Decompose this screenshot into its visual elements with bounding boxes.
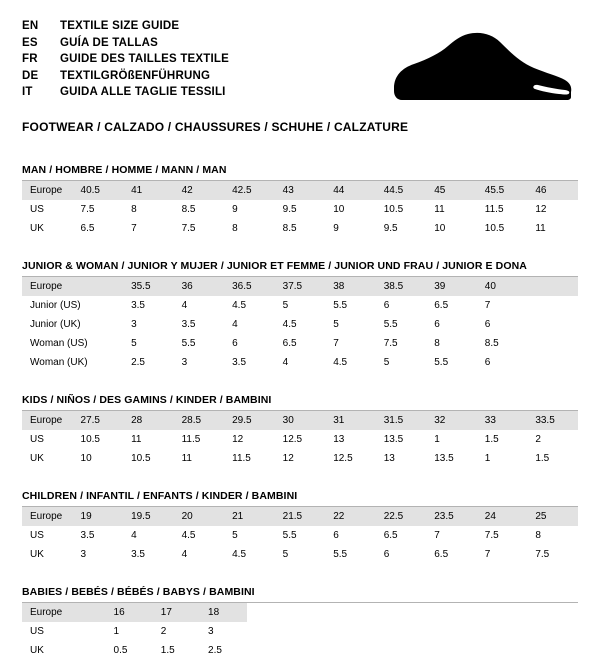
- group-title: JUNIOR & WOMAN / JUNIOR Y MUJER / JUNIOR ET FEMME / JUNIOR UND FRAU / JUNIOR E DONA: [22, 260, 578, 277]
- size-table-kids: [22, 411, 578, 468]
- cell: 44: [325, 181, 376, 200]
- cell: 5: [131, 338, 137, 349]
- cell: 9: [333, 223, 339, 234]
- cell: 4.5: [333, 357, 348, 368]
- language-title: TEXTILGRÖßENFÜHRUNG: [60, 69, 211, 82]
- page-header: [22, 18, 578, 104]
- cell: [527, 315, 578, 334]
- cell-empty: [531, 603, 578, 622]
- cell: 36.5: [224, 277, 275, 296]
- cell-empty: [389, 603, 436, 622]
- cell: 7.5: [535, 549, 550, 560]
- language-title: TEXTILE SIZE GUIDE: [60, 20, 180, 32]
- cell: 40: [477, 277, 528, 296]
- cell: 10.5: [383, 204, 404, 215]
- language-code: EN: [22, 20, 39, 32]
- cell: 8: [535, 530, 541, 541]
- cell: 38.5: [376, 277, 427, 296]
- group-kids: [22, 394, 578, 468]
- table-row: [22, 622, 578, 641]
- cell: 2: [535, 434, 541, 445]
- cell: 4: [282, 357, 289, 368]
- cell: 6.5: [80, 223, 95, 234]
- cell: 7.5: [484, 530, 499, 541]
- cell: 7.5: [181, 223, 196, 234]
- cell: 5.5: [333, 300, 348, 311]
- row-label: Europe: [22, 603, 106, 622]
- cell-empty: [294, 641, 341, 660]
- cell: 2.5: [131, 357, 145, 368]
- language-title-list: [22, 18, 229, 101]
- row-label: Junior (UK): [30, 319, 81, 330]
- cell: 7: [333, 338, 339, 349]
- cell: 17: [153, 603, 200, 622]
- row-label: Europe: [22, 277, 73, 296]
- cell: 12.5: [282, 434, 303, 445]
- cell: 7: [131, 223, 137, 234]
- cell: 1.5: [484, 434, 499, 445]
- cell-empty: [294, 622, 341, 641]
- cell: 45: [426, 181, 477, 200]
- cell: 21.5: [275, 507, 326, 526]
- cell: 8.5: [181, 204, 196, 215]
- cell: 3: [181, 357, 188, 368]
- cell: 4: [131, 530, 137, 541]
- row-label: Europe: [22, 507, 73, 526]
- cell: 33.5: [527, 411, 578, 430]
- row-label: Europe: [22, 411, 73, 430]
- cell: 12: [282, 453, 294, 464]
- table-row: [22, 449, 578, 468]
- row-label: UK: [30, 223, 44, 234]
- cell-empty: [436, 603, 483, 622]
- cell: 4.5: [282, 319, 297, 330]
- cell: 1: [434, 434, 440, 445]
- dress-shoe-icon: [388, 32, 572, 104]
- cell: 25: [527, 507, 578, 526]
- table-row: [22, 296, 578, 315]
- cell: 16: [106, 603, 153, 622]
- cell: 6: [484, 357, 491, 368]
- cell: [527, 296, 578, 315]
- cell-empty: [389, 622, 436, 641]
- row-label: UK: [30, 645, 44, 656]
- group-man: [22, 164, 578, 238]
- cell: 5: [232, 530, 238, 541]
- cell: 7: [484, 549, 491, 560]
- cell: 5.5: [434, 357, 449, 368]
- table-row: [22, 315, 578, 334]
- cell: 22: [325, 507, 376, 526]
- group-title: KIDS / NIÑOS / DES GAMINS / KINDER / BAMBINI: [22, 394, 578, 411]
- cell: 42: [174, 181, 225, 200]
- cell: 19: [73, 507, 124, 526]
- table-row: [22, 411, 578, 430]
- cell: 4: [181, 549, 188, 560]
- cell: 3: [80, 549, 87, 560]
- cell: 32: [426, 411, 477, 430]
- cell: 24: [477, 507, 528, 526]
- group-title: CHILDREN / INFANTIL / ENFANTS / KINDER / BAMBINI: [22, 490, 578, 507]
- cell: 12: [535, 204, 547, 215]
- table-row: [22, 603, 578, 622]
- cell-empty: [247, 641, 294, 660]
- cell: 5.5: [383, 319, 398, 330]
- size-table-man: [22, 181, 578, 238]
- cell: 12.5: [333, 453, 353, 464]
- group-title: BABIES / BEBÉS / BÉBÉS / BABYS / BAMBINI: [22, 586, 578, 603]
- cell: 6.5: [383, 530, 398, 541]
- cell: 8: [232, 223, 238, 234]
- cell: 6: [434, 319, 440, 330]
- cell: 30: [275, 411, 326, 430]
- cell: [527, 353, 578, 372]
- shoe-illustration: [372, 18, 578, 104]
- cell-empty: [436, 641, 483, 660]
- size-table-children: [22, 507, 578, 564]
- cell: 9.5: [383, 223, 398, 234]
- cell: 41: [123, 181, 174, 200]
- row-label: Woman (US): [30, 338, 88, 349]
- cell: 13.5: [434, 453, 454, 464]
- group-title: MAN / HOMBRE / HOMME / MANN / MAN: [22, 164, 578, 181]
- cell: 10.5: [131, 453, 151, 464]
- cell: 11.5: [484, 204, 504, 215]
- cell: 1.5: [535, 453, 550, 464]
- row-label: UK: [30, 453, 44, 464]
- cell: 11: [434, 204, 445, 215]
- cell: 10.5: [80, 434, 100, 445]
- cell: 31.5: [376, 411, 427, 430]
- cell: 11.5: [181, 434, 201, 445]
- cell: 6.5: [282, 338, 297, 349]
- cell: 2: [160, 626, 167, 637]
- cell: 3.5: [181, 319, 196, 330]
- cell: 9.5: [282, 204, 297, 215]
- cell: [527, 334, 578, 353]
- cell: 45.5: [477, 181, 528, 200]
- language-code: IT: [22, 86, 33, 98]
- language-code: FR: [22, 53, 38, 65]
- cell: 1: [113, 626, 120, 637]
- cell-empty: [342, 641, 389, 660]
- cell: 27.5: [73, 411, 124, 430]
- language-code: ES: [22, 36, 38, 49]
- language-row: [22, 18, 229, 35]
- table-row: [22, 526, 578, 545]
- cell: 6: [232, 338, 238, 349]
- cell: 42.5: [224, 181, 275, 200]
- row-label: Junior (US): [30, 300, 81, 311]
- page-title: FOOTWEAR / CALZADO / CHAUSSURES / SCHUHE / CALZATURE: [22, 120, 409, 134]
- language-row: [22, 35, 229, 52]
- cell: 13.5: [383, 434, 404, 445]
- cell: 4.5: [181, 530, 196, 541]
- cell: 6: [383, 549, 390, 560]
- cell: 5: [282, 549, 289, 560]
- cell: 5.5: [333, 549, 348, 560]
- cell: 37.5: [275, 277, 326, 296]
- cell: 7.5: [80, 204, 95, 215]
- cell-empty: [483, 641, 530, 660]
- cell-empty: [483, 603, 530, 622]
- cell-empty: [247, 603, 294, 622]
- cell: 18: [200, 603, 247, 622]
- cell: 3.5: [232, 357, 247, 368]
- cell: 43: [275, 181, 326, 200]
- cell: 44.5: [376, 181, 427, 200]
- cell: 5.5: [282, 530, 297, 541]
- cell: 6: [333, 530, 339, 541]
- cell: 7: [434, 530, 440, 541]
- row-label: US: [30, 626, 44, 637]
- cell: 6.5: [434, 549, 449, 560]
- cell-empty: [247, 622, 294, 641]
- cell: 11.5: [232, 453, 251, 464]
- cell: 8.5: [282, 223, 297, 234]
- cell-empty: [342, 603, 389, 622]
- size-table-babies: [22, 603, 578, 660]
- table-row: [22, 507, 578, 526]
- cell-empty: [483, 622, 530, 641]
- cell: 11: [131, 434, 142, 445]
- cell-empty: [531, 622, 578, 641]
- cell-empty: [436, 622, 483, 641]
- cell: 13: [333, 434, 345, 445]
- table-row: [22, 430, 578, 449]
- cell: 21: [224, 507, 275, 526]
- table-row: [22, 200, 578, 219]
- cell: 3.5: [80, 530, 95, 541]
- cell: 3: [131, 319, 137, 330]
- cell: 11: [535, 223, 546, 234]
- cell-empty: [531, 641, 578, 660]
- table-row: [22, 353, 578, 372]
- cell: 12: [232, 434, 244, 445]
- cell: 5: [333, 319, 339, 330]
- cell: 7.5: [383, 338, 398, 349]
- cell: 10: [434, 223, 446, 234]
- cell: 20: [174, 507, 225, 526]
- cell-empty: [294, 603, 341, 622]
- row-label: Woman (UK): [30, 357, 88, 368]
- cell: 8.5: [484, 338, 499, 349]
- row-label: US: [30, 204, 44, 215]
- cell: [527, 277, 578, 296]
- row-label: US: [30, 530, 44, 541]
- group-junior-woman: [22, 260, 578, 372]
- language-row: [22, 68, 229, 85]
- table-row: [22, 277, 578, 296]
- table-row: [22, 181, 578, 200]
- cell: 8: [434, 338, 440, 349]
- cell: 5.5: [181, 338, 196, 349]
- cell: 22.5: [376, 507, 427, 526]
- cell: 0.5: [113, 645, 128, 656]
- group-babies: [22, 586, 578, 660]
- group-children: [22, 490, 578, 564]
- language-title: GUIDE DES TAILLES TEXTILE: [60, 53, 229, 65]
- language-title: GUÍA DE TALLAS: [60, 36, 158, 49]
- cell: [73, 277, 124, 296]
- cell: 4: [232, 319, 238, 330]
- table-row: [22, 545, 578, 564]
- language-title: GUIDA ALLE TAGLIE TESSILI: [60, 86, 226, 98]
- table-row: [22, 334, 578, 353]
- cell: 33: [477, 411, 528, 430]
- cell: 19.5: [123, 507, 174, 526]
- cell-empty: [342, 622, 389, 641]
- cell: 13: [383, 453, 395, 464]
- cell: 6: [484, 319, 491, 330]
- cell: 4: [181, 300, 188, 311]
- cell: 35.5: [123, 277, 174, 296]
- row-label: Europe: [22, 181, 73, 200]
- cell: 40.5: [73, 181, 124, 200]
- cell: 6.5: [434, 300, 449, 311]
- language-code: DE: [22, 69, 39, 82]
- cell: 11: [181, 453, 192, 464]
- table-row: [22, 219, 578, 238]
- cell: 3: [208, 626, 214, 637]
- cell: 36: [174, 277, 225, 296]
- cell: 4.5: [232, 549, 247, 560]
- cell: 5: [383, 357, 390, 368]
- cell: 29.5: [224, 411, 275, 430]
- cell: 8: [131, 204, 137, 215]
- cell: 10: [333, 204, 345, 215]
- cell: 39: [426, 277, 477, 296]
- table-row: [22, 641, 578, 660]
- row-label: UK: [30, 549, 44, 560]
- row-label: US: [30, 434, 44, 445]
- cell: 38: [325, 277, 376, 296]
- cell: 1.5: [160, 645, 175, 656]
- cell: 7: [484, 300, 491, 311]
- language-row: [22, 51, 229, 68]
- cell: 28.5: [174, 411, 225, 430]
- cell: 46: [527, 181, 578, 200]
- size-table-junior-woman: [22, 277, 578, 372]
- cell: 10: [80, 453, 92, 464]
- cell: 3.5: [131, 300, 145, 311]
- cell: 1: [484, 453, 491, 464]
- cell: 9: [232, 204, 238, 215]
- cell: 23.5: [426, 507, 477, 526]
- cell: 6: [383, 300, 390, 311]
- cell: 28: [123, 411, 174, 430]
- cell: 2.5: [208, 645, 222, 656]
- cell: 10.5: [484, 223, 505, 234]
- cell-empty: [389, 641, 436, 660]
- cell: 4.5: [232, 300, 247, 311]
- cell: 3.5: [131, 549, 145, 560]
- language-row: [22, 84, 229, 101]
- cell: 31: [325, 411, 376, 430]
- cell: 5: [282, 300, 289, 311]
